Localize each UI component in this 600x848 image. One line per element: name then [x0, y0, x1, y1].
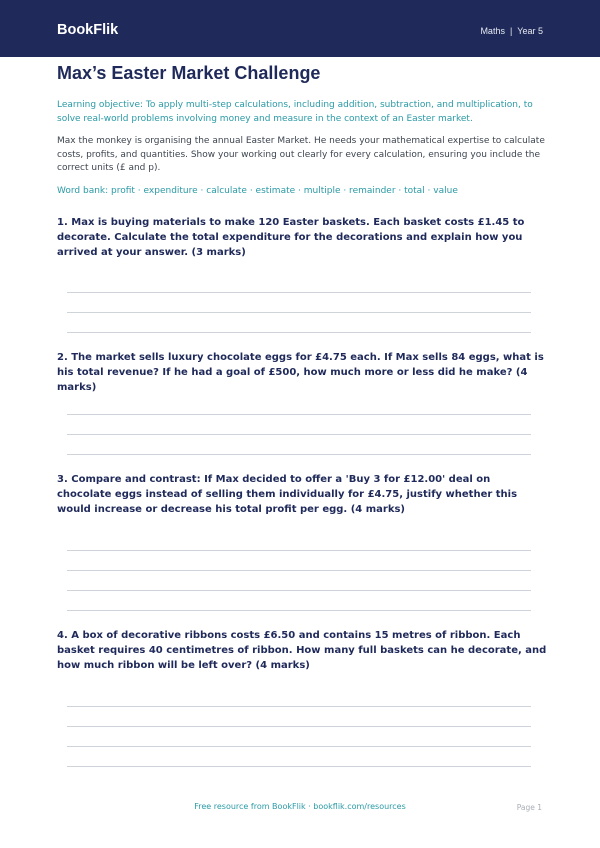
word-bank: Word bank: profit · expenditure · calculate · estimate · multiple · remainder · total · value	[57, 186, 458, 196]
answer-line[interactable]	[67, 332, 531, 333]
question-3: 3. Compare and contrast: If Max decided to offer a 'Buy 3 for £12.00' deal on chocolate eggs instead of selling them individually for £4.75, justify whether this would increase or decrease his total profit per egg. (4 marks)	[57, 474, 518, 515]
answer-line[interactable]	[67, 726, 531, 727]
year-label: Year 5	[517, 26, 543, 36]
answer-line[interactable]	[67, 550, 531, 551]
header-bar	[0, 0, 600, 57]
subject-label: Maths	[480, 26, 505, 36]
answer-line[interactable]	[67, 312, 531, 313]
answer-line[interactable]	[67, 706, 531, 707]
footer-resource-link[interactable]: Free resource from BookFlik · bookflik.com/resources	[194, 802, 406, 811]
answer-line[interactable]	[67, 292, 531, 293]
answer-line[interactable]	[67, 434, 531, 435]
answer-line[interactable]	[67, 766, 531, 767]
subject-breadcrumb	[480, 26, 543, 36]
answer-line[interactable]	[67, 454, 531, 455]
page-number: Page 1	[516, 803, 542, 812]
learning-objective: Learning objective: To apply multi-step calculations, including addition, subtraction, and multiplication, to solve real-world problems involving money and measure in the context of an Easter market.	[57, 100, 533, 124]
answer-line[interactable]	[67, 570, 531, 571]
breadcrumb-separator: |	[509, 26, 513, 36]
intro-paragraph: Max the monkey is organising the annual Easter Market. He needs your mathematical expertise to calculate costs, profits, and quantities. Show your working out clearly for every calculation, ensuring you include the correct units (£ and p).	[57, 136, 545, 173]
brand-logo[interactable]: BookFlik	[57, 22, 119, 38]
question-2: 2. The market sells luxury chocolate eggs for £4.75 each. If Max sells 84 eggs, what is his total revenue? If he had a goal of £500, how much more or less did he make? (4 marks)	[57, 352, 544, 393]
answer-line[interactable]	[67, 746, 531, 747]
answer-line[interactable]	[67, 610, 531, 611]
question-4: 4. A box of decorative ribbons costs £6.50 and contains 15 metres of ribbon. Each basket requires 40 centimetres of ribbon. How many full baskets can he decorate, and how much ribbon will be left over? (4 marks)	[57, 630, 547, 671]
page-title: Max’s Easter Market Challenge	[57, 63, 321, 83]
answer-line[interactable]	[67, 414, 531, 415]
question-1: 1. Max is buying materials to make 120 Easter baskets. Each basket costs £1.45 to decorate. Calculate the total expenditure for the decorations and explain how you arrived at your answer. (3 marks)	[57, 217, 525, 258]
answer-line[interactable]	[67, 590, 531, 591]
